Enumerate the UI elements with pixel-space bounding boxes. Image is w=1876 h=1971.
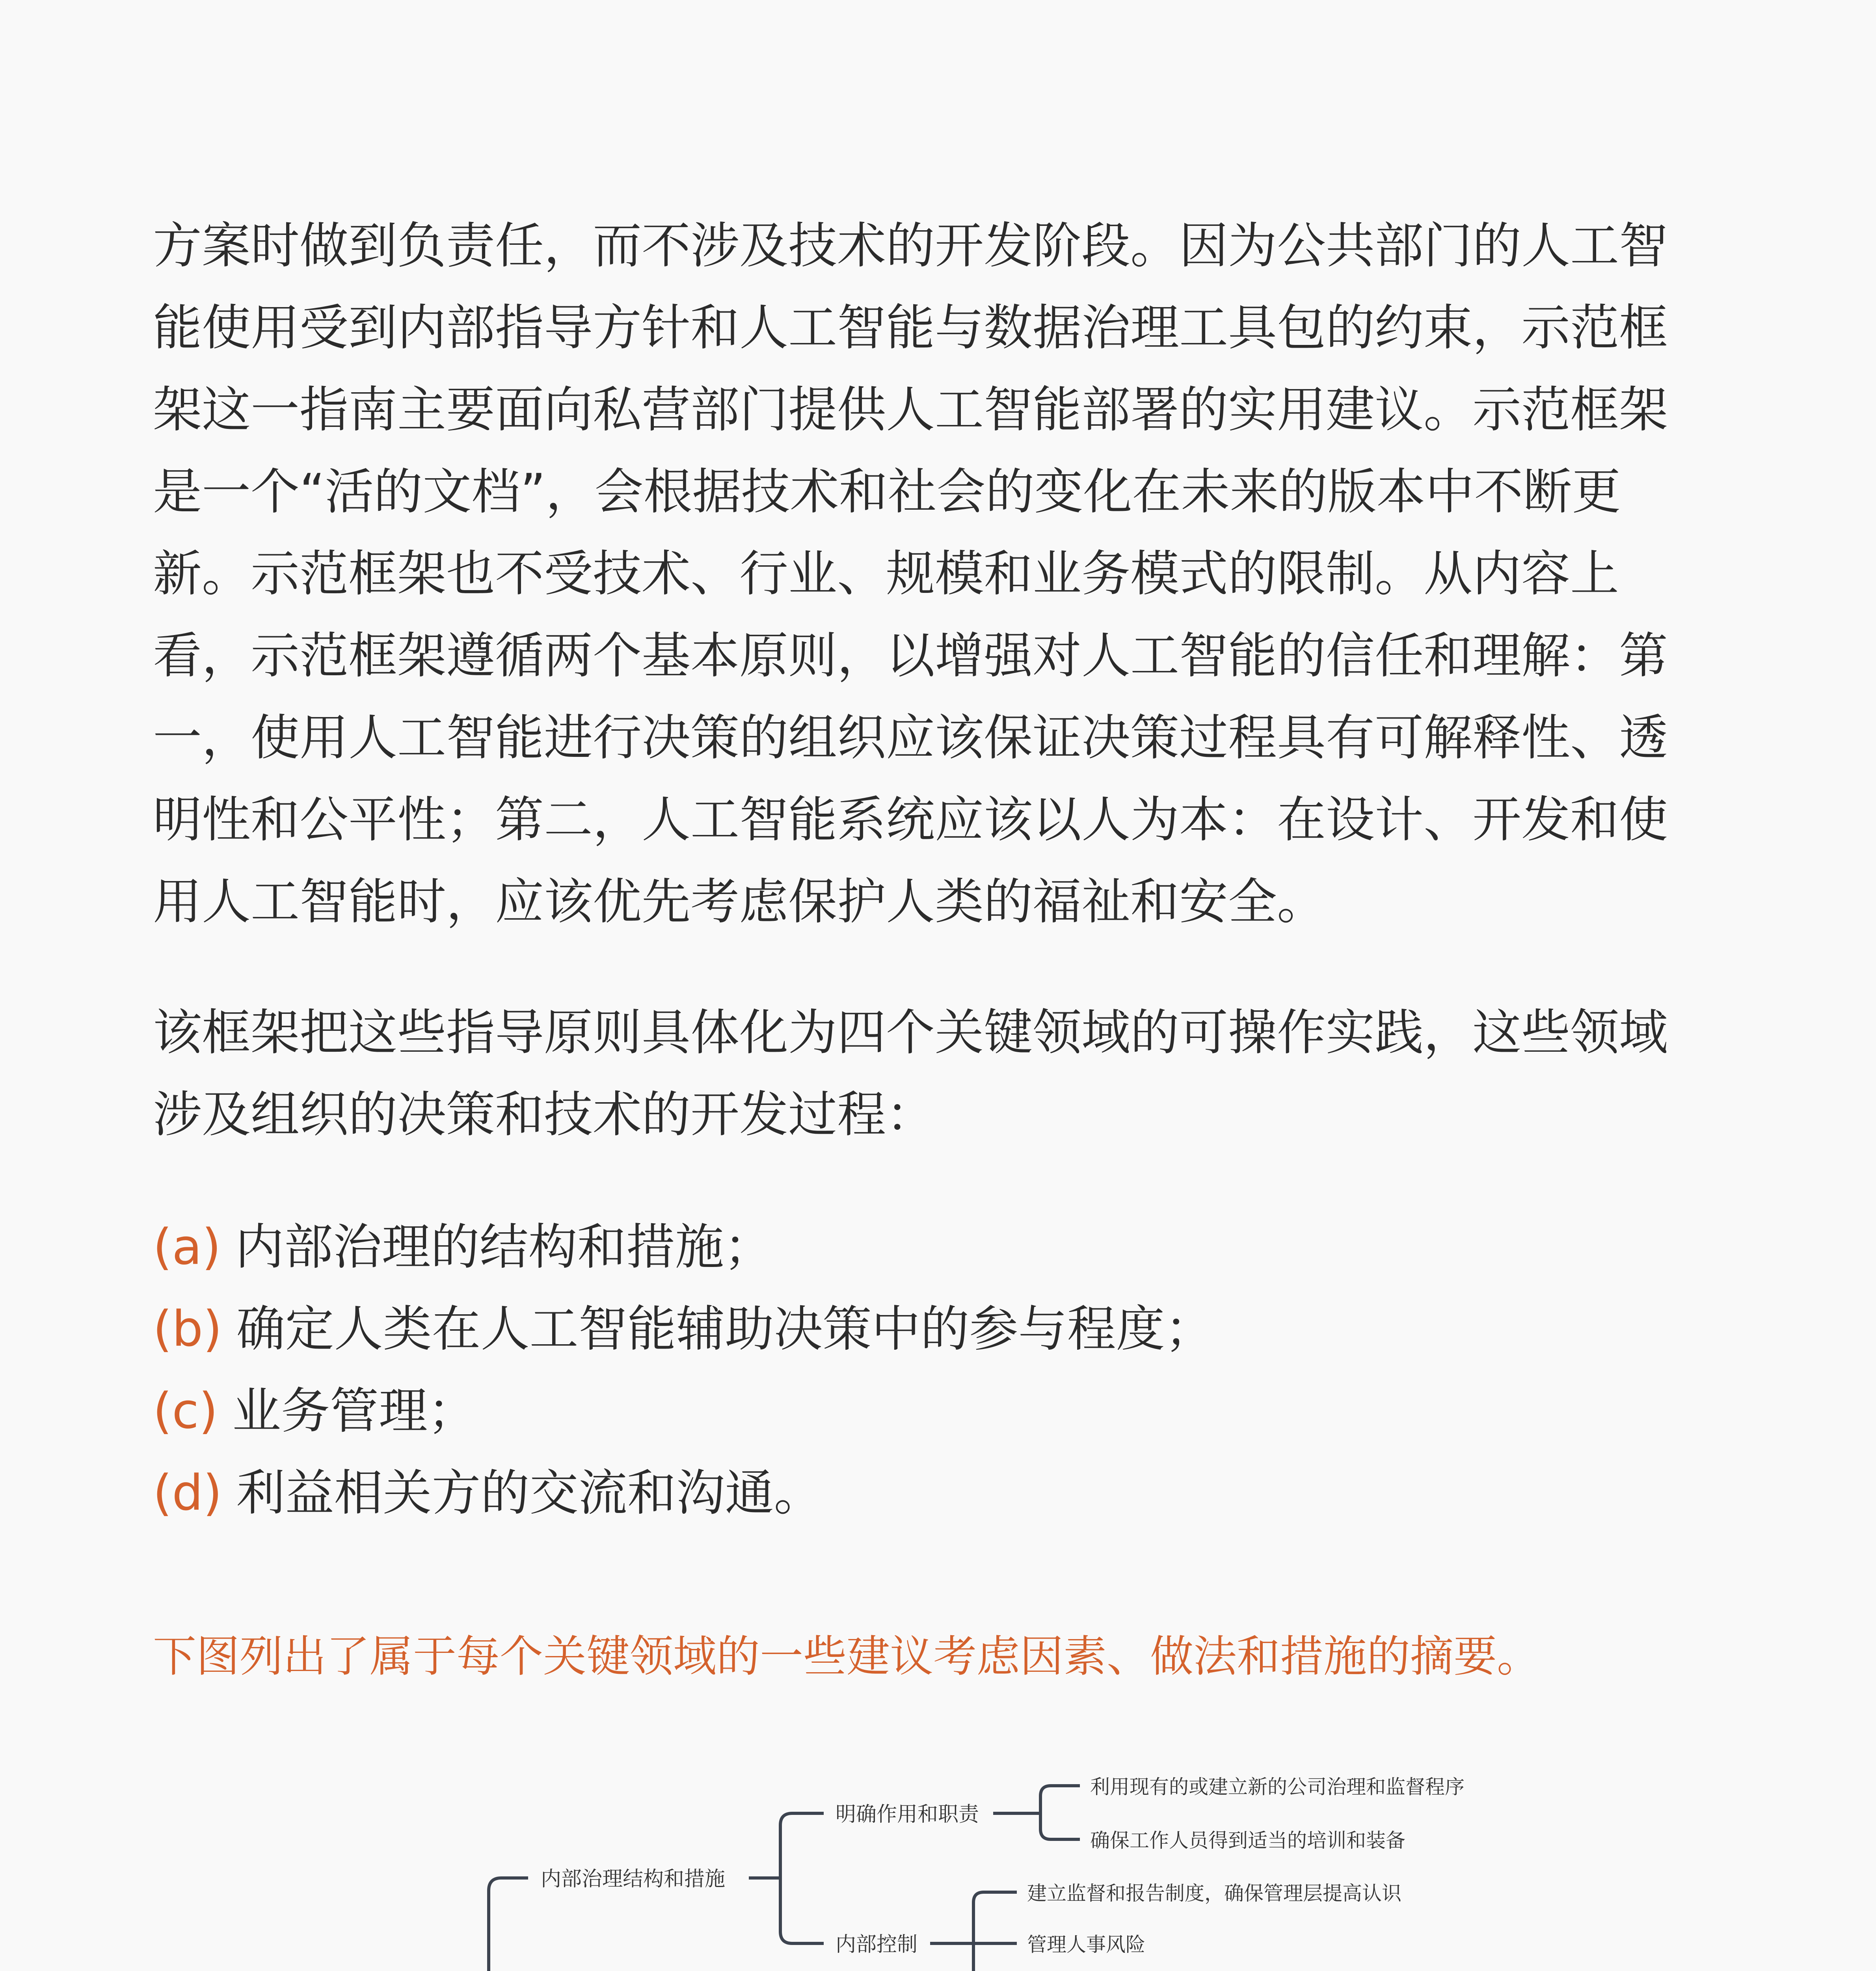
- connector: [489, 1891, 528, 1971]
- leaf-label: 确保工作人员得到适当的培训和装备: [1090, 1829, 1405, 1852]
- list-marker: (d): [153, 1465, 222, 1522]
- connector: [973, 1902, 1017, 1971]
- sub-branch-label: 内部控制: [836, 1933, 918, 1956]
- leaf-label: 管理人事风险: [1027, 1933, 1145, 1956]
- list-item-text: 业务管理；: [232, 1383, 476, 1440]
- connector: [1040, 1796, 1080, 1839]
- text-line: 一，使用人工智能进行决策的组织应该保证决策过程具有可解释性、透: [153, 710, 1668, 766]
- leaf-label: 利用现有的或建立新的公司治理和监督程序: [1090, 1775, 1465, 1798]
- list-item-text: 确定人类在人工智能辅助决策中的参与程度；: [236, 1301, 1214, 1358]
- connector: [780, 1825, 824, 1943]
- text-line: 能使用受到内部指导方针和人工智能与数据治理工具包的约束，示范框: [153, 300, 1668, 356]
- leaf-label: 建立监督和报告制度，确保管理层提高认识: [1027, 1882, 1401, 1905]
- text-line: 涉及组织的决策和技术的开发过程：: [153, 1086, 935, 1143]
- text-line: 架这一指南主要面向私营部门提供人工智能部署的实用建议。示范框架: [153, 382, 1668, 438]
- figure-caption: 下图列出了属于每个关键领域的一些建议考虑因素、做法和措施的摘要。: [153, 1631, 1540, 1682]
- text-line: 是一个“活的文档”，会根据技术和社会的变化在未来的版本中不断更: [153, 464, 1621, 520]
- connector: [780, 1813, 824, 1825]
- branch-label: 内部治理结构和措施: [541, 1867, 726, 1891]
- sub-branch-label: 明确作用和职责: [836, 1803, 979, 1826]
- list-item-text: 利益相关方的交流和沟通。: [236, 1465, 823, 1522]
- text-line: 明性和公平性；第二，人工智能系统应该以人为本：在设计、开发和使: [153, 792, 1668, 848]
- list-item-text: 内部治理的结构和措施；: [235, 1219, 773, 1276]
- list-marker: (a): [153, 1219, 221, 1276]
- text-line: 看，示范框架遵循两个基本原则，以增强对人工智能的信任和理解：第: [153, 628, 1668, 684]
- connector: [973, 1892, 1017, 1902]
- list-marker: (b): [153, 1301, 222, 1358]
- text-line: 方案时做到负责任，而不涉及技术的开发阶段。因为公共部门的人工智: [153, 218, 1668, 274]
- text-line: 该框架把这些指导原则具体化为四个关键领域的可操作实践，这些领域: [153, 1004, 1668, 1061]
- connector: [489, 1878, 528, 1891]
- connector: [1040, 1786, 1080, 1796]
- text-line: 用人工智能时，应该优先考虑保护人类的福祉和安全。: [153, 874, 1326, 930]
- list-marker: (c): [153, 1383, 218, 1440]
- text-line: 新。示范框架也不受技术、行业、规模和业务模式的限制。从内容上: [153, 546, 1619, 602]
